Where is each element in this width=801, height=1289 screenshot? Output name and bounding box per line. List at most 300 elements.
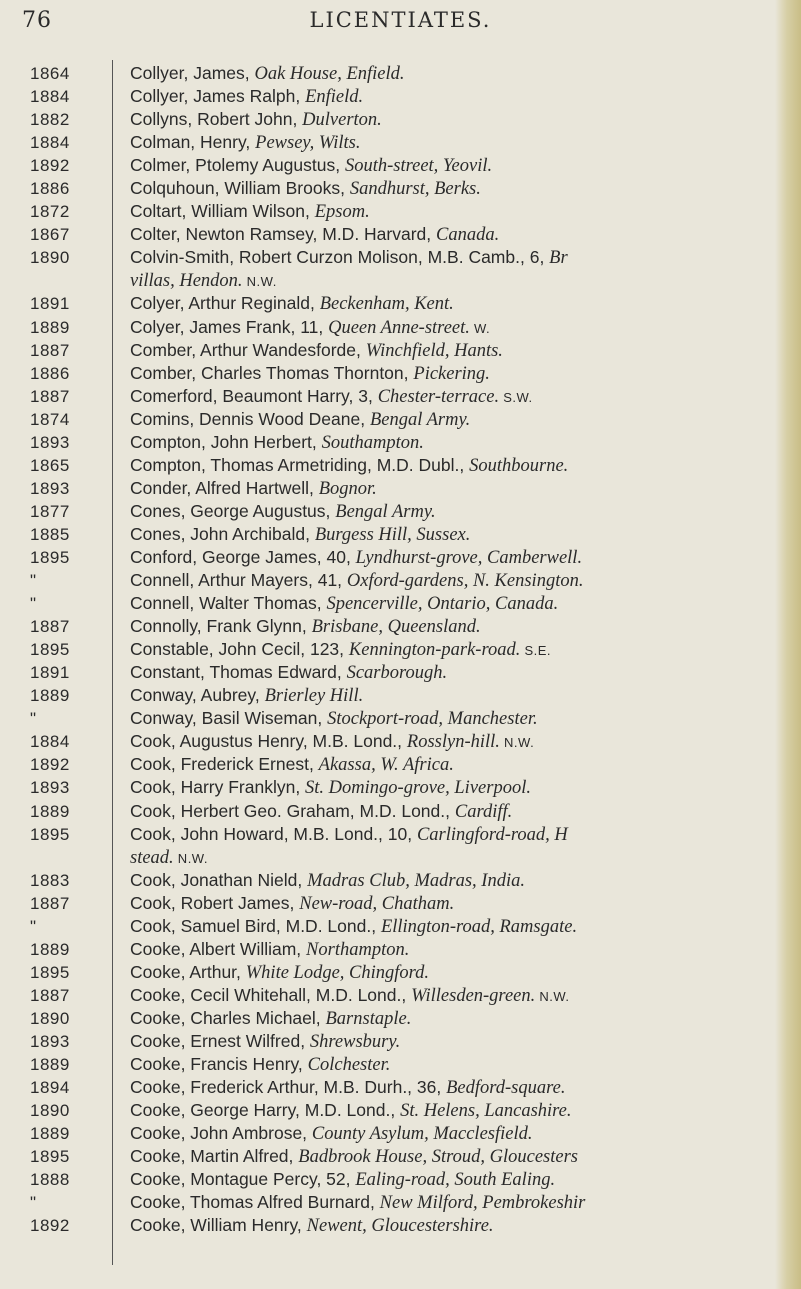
entry-line [0,1007,801,1030]
address: New Milford, Pembrokeshir [379,1193,586,1214]
entry-line [0,62,801,85]
entry-text [130,892,454,916]
entry-text [130,362,490,386]
year: 1890 [30,1101,70,1121]
entry-line [0,869,801,892]
address: Oak House, Enfield. [254,64,405,84]
entry-text [130,1145,578,1169]
entry-text [130,638,551,662]
entry-line [0,223,801,246]
entry-line [0,362,801,385]
entry-line [0,1122,801,1145]
postal-district: N.W. [535,988,570,1004]
entry [0,454,801,477]
licentiate-name: Coltart, William Wilson, [130,201,315,222]
entry [0,961,801,984]
licentiate-name: Cooke, Francis Henry, [130,1054,308,1075]
licentiate-name: Constant, Thomas Edward, [130,662,347,683]
address: Rosslyn-hill. [406,732,500,753]
entry [0,915,801,938]
entry-text [130,269,277,293]
licentiate-name: Collyer, James, [130,63,255,83]
entry-text [130,292,454,316]
entry-text [130,1122,533,1146]
entry-line [0,385,801,408]
address: Bedford-square. [446,1078,566,1099]
entry-text [130,246,568,270]
address: Ellington-road, Ramsgate. [380,916,578,937]
entry-line [0,154,801,177]
address: Northampton. [306,939,410,960]
entry-line [0,477,801,500]
licentiate-name: Connell, Arthur Mayers, 41, [130,570,347,591]
year: 1889 [30,801,70,821]
year: 1889 [30,939,70,959]
licentiate-name: Comber, Arthur Wandesforde, [130,339,366,360]
licentiate-name: Cook, Jonathan Nield, [130,869,308,890]
entry-text [130,730,534,754]
entry [0,177,801,200]
licentiate-name: Cooke, George Harry, M.D. Lond., [130,1100,401,1121]
entry [0,892,801,915]
address: Newent, Gloucestershire. [306,1216,494,1237]
entry-line [0,246,801,269]
entry-line [0,661,801,684]
entry-text [130,408,470,432]
entry-line [0,961,801,984]
entry [0,316,801,339]
entry-line [0,776,801,799]
entry-line [0,1168,801,1191]
postal-district: W. [469,320,491,336]
address: Canada. [436,225,500,246]
entry [0,1122,801,1145]
entry-text [130,1099,572,1123]
address: St. Helens, Lancashire. [400,1101,572,1122]
year: 1884 [30,732,70,752]
entry-line [0,1053,801,1076]
entry-text [130,1007,411,1031]
address: Oxford-gardens, N. Kensington. [346,571,584,592]
address: Stockport-road, Manchester. [327,709,538,730]
address: Chester-terrace. [377,386,500,407]
address: Epsom. [314,202,370,223]
entry-text [130,1076,565,1100]
entry-text [130,684,363,708]
entry-text [130,223,499,247]
entry [0,1007,801,1030]
year: 1889 [30,317,70,337]
entry [0,292,801,315]
entry [0,638,801,661]
address: Ealing-road, South Ealing. [355,1170,556,1191]
entry [0,776,801,799]
entry-line [0,431,801,454]
year: 1887 [30,386,70,406]
licentiate-name: Cooke, Cecil Whitehall, M.D. Lond., [130,984,412,1005]
year: 1884 [30,87,70,107]
licentiate-name: Cook, Augustus Henry, M.B. Lond., [130,731,407,752]
entry [0,984,801,1007]
entry-line [0,569,801,592]
entry [0,431,801,454]
address: Beckenham, Kent. [319,294,454,315]
licentiate-name: Compton, Thomas Armetriding, M.D. Dubl., [130,454,470,475]
year: 1894 [30,1078,70,1098]
entry-text [130,615,481,639]
entry-line [0,269,801,292]
year: " [30,571,37,591]
entry-text [130,823,568,847]
entry-line [0,892,801,915]
address: Akassa, W. Africa. [318,755,454,776]
entry [0,408,801,431]
entry [0,546,801,569]
year: 1867 [30,225,70,245]
entry [0,200,801,223]
address: Sandhurst, Berks. [349,179,481,200]
entry-text [130,915,577,939]
entry-text [130,477,377,501]
entry-line [0,200,801,223]
licentiate-name: Collyns, Robert John, [130,109,303,130]
entry-line [0,1214,801,1237]
address: Badbrook House, Stroud, Gloucesters [298,1147,578,1168]
address: Br [549,248,568,269]
entry-text [130,200,370,224]
year: 1882 [30,110,70,130]
address: Cardiff. [454,801,513,822]
year: 1889 [30,1124,70,1144]
postal-district: N.W. [173,850,208,866]
licentiate-name: Conford, George James, 40, [130,546,356,567]
entry-line [0,1030,801,1053]
licentiate-name: Cooke, John Ambrose, [130,1123,312,1144]
entry-line [0,592,801,615]
entry [0,823,801,869]
licentiate-name: Colquhoun, William Brooks, [130,178,350,199]
address: White Lodge, Chingford. [245,962,430,983]
address: Madras Club, Madras, India. [307,870,525,891]
entry-text [130,707,538,731]
address: Colchester. [307,1055,391,1076]
entry-text [130,177,481,201]
licentiate-name: Conway, Aubrey, [130,685,265,706]
address: Brierley Hill. [264,686,364,707]
entry-text [130,1168,555,1192]
licentiate-name: Constable, John Cecil, 123, [130,639,349,660]
entry [0,108,801,131]
year: 1884 [30,133,70,153]
year: 1891 [30,294,70,314]
address: Pewsey, Wilts. [255,133,361,154]
licentiate-name: Colman, Henry, [130,132,256,153]
entry [0,62,801,85]
licentiate-name: Conway, Basil Wiseman, [130,708,328,729]
address: Southbourne. [469,455,569,476]
entry-text [130,85,363,109]
address: villas, Hendon. [130,271,243,292]
licentiate-name: Collyer, James Ralph, [130,86,306,107]
licentiate-name: Cooke, Charles Michael, [130,1007,326,1028]
year: 1886 [30,179,70,199]
postal-district: N.W. [242,274,277,290]
year: 1895 [30,1147,70,1167]
entry [0,569,801,592]
year: 1864 [30,64,70,83]
entry-text [130,431,424,455]
licentiate-name: Cooke, Martin Alfred, [130,1146,299,1167]
year: 1887 [30,985,70,1005]
year: 1890 [30,1008,70,1028]
licentiate-name: Cooke, Albert William, [130,938,307,959]
year: " [30,709,37,729]
entry [0,800,801,823]
entry-text [130,961,429,985]
entry-text [130,523,470,547]
entry-text [130,500,436,524]
entry-line [0,131,801,154]
licentiate-name: Cook, Harry Franklyn, [130,777,306,798]
licentiate-name: Colyer, James Frank, 11, [130,316,329,337]
year: 1887 [30,617,70,637]
entry-line [0,316,801,339]
entry-text [130,1214,494,1238]
licentiate-name: Cooke, Thomas Alfred Burnard, [130,1192,380,1213]
address: Winchfield, Hants. [365,340,503,361]
entry-line [0,1076,801,1099]
address: Dulverton. [302,110,382,131]
entry-text [130,753,454,777]
entry-line [0,684,801,707]
licentiate-name: Colyer, Arthur Reginald, [130,293,320,314]
licentiate-name: Comins, Dennis Wood Deane, [130,408,370,429]
entry [0,869,801,892]
year: 1893 [30,1031,70,1051]
address: Scarborough. [346,663,448,684]
licentiate-name: Connolly, Frank Glynn, [130,616,312,637]
entry [0,1145,801,1168]
licentiate-name: Cook, Samuel Bird, M.D. Lond., [130,915,381,936]
year: 1893 [30,778,70,798]
entry [0,730,801,753]
address: South-street, Yeovil. [344,156,493,177]
entry-line [0,85,801,108]
entry-line [0,500,801,523]
address: Willesden-green. [411,985,536,1006]
entry-line [0,984,801,1007]
entry [0,1076,801,1099]
entry-line [0,1099,801,1122]
year: 1886 [30,363,70,383]
licentiate-name: Cones, John Archibald, [130,523,315,544]
entry-line [0,846,801,869]
year: 1888 [30,1170,70,1190]
address: Queen Anne-street. [328,317,470,338]
year: " [30,1193,37,1213]
page-number: 76 [22,8,52,33]
year: 1895 [30,962,70,982]
entry-text [130,592,558,616]
entry-text [130,1030,400,1054]
licentiate-name: Connell, Walter Thomas, [130,593,327,614]
postal-district: N.W. [499,735,535,751]
entry [0,707,801,730]
licentiate-name: Cook, Frederick Ernest, [130,754,319,775]
licentiate-name: Comerford, Beaumont Harry, 3, [130,385,378,406]
entry [0,154,801,177]
entry-line [0,823,801,846]
entry-line [0,730,801,753]
entry [0,615,801,638]
address: stead. [130,847,174,868]
year: 1887 [30,893,70,913]
entry-text [130,1191,585,1215]
year: 1891 [30,663,70,683]
address: Bognor. [318,478,377,499]
licentiate-name: Conder, Alfred Hartwell, [130,477,319,498]
entry-line [0,177,801,200]
entry [0,500,801,523]
entry [0,223,801,246]
year: " [30,594,37,614]
licentiate-name: Colvin-Smith, Robert Curzon Molison, M.B. Camb., 6, [130,247,550,268]
entry-text [130,1053,390,1077]
entry-text [130,108,382,132]
page-header [0,8,801,38]
entry [0,1053,801,1076]
entry-line [0,638,801,661]
year: 1892 [30,1216,70,1236]
year: 1892 [30,755,70,775]
entry [0,684,801,707]
address: New-road, Chatham. [299,893,455,914]
running-title: LICENTIATES. [309,8,492,32]
entry-text [130,800,512,824]
address: Spencerville, Ontario, Canada. [326,594,559,615]
year: 1893 [30,432,70,452]
entry [0,385,801,408]
entry [0,246,801,292]
year: 1885 [30,524,70,544]
entry [0,362,801,385]
year: 1877 [30,501,70,521]
entry-line [0,615,801,638]
year: 1892 [30,156,70,176]
entry-text [130,316,490,340]
year: 1874 [30,409,70,429]
address: Carlingford-road, H [416,824,568,845]
entry [0,1191,801,1214]
address: County Asylum, Macclesfield. [311,1124,533,1145]
entry-line [0,938,801,961]
entry-text [130,62,405,86]
page-edge-shadow [775,0,801,1289]
year: 1887 [30,340,70,360]
postal-district: S.W. [499,389,533,405]
licentiate-name: Colter, Newton Ramsey, M.D. Harvard, [130,224,437,245]
entry [0,131,801,154]
address: Enfield. [305,87,364,108]
address: Bengal Army. [335,501,436,522]
entry [0,1214,801,1237]
address: Lyndhurst-grove, Camberwell. [355,547,583,568]
address: Bengal Army. [369,409,471,430]
year: 1895 [30,640,70,660]
licentiate-name: Comber, Charles Thomas Thornton, [130,362,414,383]
entry-text [130,661,447,685]
entry [0,1030,801,1053]
entry [0,661,801,684]
entry-line [0,339,801,362]
address: St. Domingo-grove, Liverpool. [305,778,531,799]
entry-text [130,454,568,478]
address: Kennington-park-road. [348,640,521,661]
entry-line [0,292,801,315]
licentiate-name: Cook, Herbert Geo. Graham, M.D. Lond., [130,800,455,821]
year: 1890 [30,248,70,268]
year: 1889 [30,686,70,706]
licentiate-name: Cooke, Arthur, [130,961,246,982]
entry-text [130,546,582,570]
licentiate-name: Colmer, Ptolemy Augustus, [130,155,345,176]
entry-text [130,131,360,155]
address: Pickering. [413,363,490,384]
address: Burgess Hill, Sussex. [314,524,471,545]
year: 1865 [30,455,70,475]
entry-line [0,1145,801,1168]
entry [0,1099,801,1122]
entry-line [0,546,801,569]
year: 1895 [30,824,70,844]
entry-line [0,707,801,730]
postal-district: S.E. [520,643,552,659]
entry-line [0,1191,801,1214]
entry [0,753,801,776]
year: 1889 [30,1055,70,1075]
licentiate-name: Cook, Robert James, [130,892,300,913]
licentiate-name: Cooke, Montague Percy, 52, [130,1169,356,1190]
licentiate-name: Cooke, William Henry, [130,1215,307,1236]
entry-line [0,915,801,938]
entry-text [130,984,570,1008]
entry [0,477,801,500]
entry-text [130,846,208,870]
year: 1872 [30,202,70,222]
entry-text [130,869,525,893]
entry-line [0,753,801,776]
entry-text [130,339,503,363]
entry [0,592,801,615]
entry [0,85,801,108]
year: 1883 [30,870,70,890]
entry-text [130,154,492,178]
entry [0,339,801,362]
entry [0,1168,801,1191]
entry-line [0,408,801,431]
year: 1893 [30,478,70,498]
entry-line [0,108,801,131]
licentiate-name: Cook, John Howard, M.B. Lond., 10, [130,823,417,844]
entry [0,938,801,961]
entry [0,523,801,546]
address: Shrewsbury. [309,1031,401,1052]
entry-text [130,569,583,593]
entry-line [0,800,801,823]
entry-text [130,776,531,800]
address: Brisbane, Queensland. [311,617,481,638]
entry-text [130,938,409,962]
